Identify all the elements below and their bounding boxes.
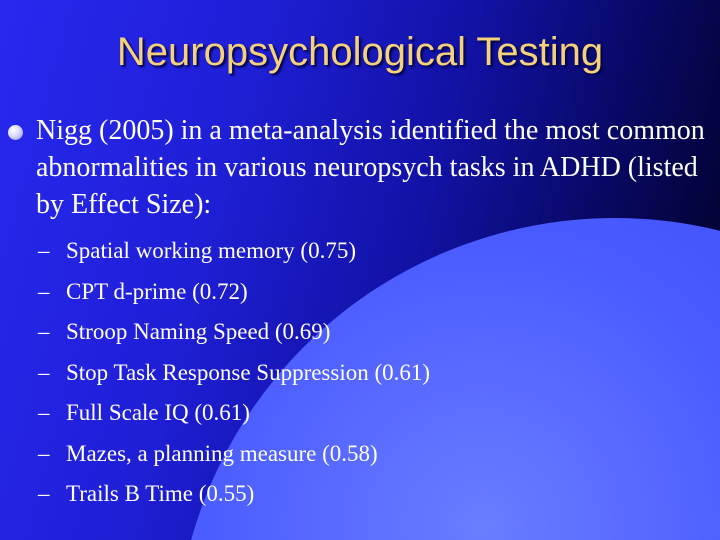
sub-bullet-item [38,434,708,475]
slide-content [8,112,708,515]
dash-marker: – [38,238,50,263]
dash-marker: – [38,400,50,425]
sub-bullet-list [8,231,708,515]
sub-bullet-text: Trails B Time (0.55) [66,481,255,506]
main-bullet [8,112,708,223]
dash-marker: – [38,319,50,344]
slide-title: Neuropsychological Testing [116,30,604,74]
dash-marker: – [38,440,50,466]
sub-bullet-item [38,393,708,434]
sub-bullet-item [38,272,708,313]
sub-bullet-text: CPT d-prime (0.72) [66,278,248,304]
sub-bullet-item [38,231,708,272]
sub-bullet-text: Full Scale IQ (0.61) [66,400,250,425]
sub-bullet-item [38,312,708,353]
sub-bullet-text: Spatial working memory (0.75) [66,238,357,263]
main-bullet-text: Nigg (2005) in a meta-analysis identified the most common abnormalities in various neuropsych tasks in ADHD (listed by Effect Size): [36,115,705,220]
sub-bullet-item [38,474,708,515]
dash-marker: – [38,359,50,385]
sub-bullet-item [38,353,708,394]
sub-bullet-text: Mazes, a planning measure (0.58) [66,440,378,466]
dash-marker: – [38,481,50,506]
sub-bullet-text: Stop Task Response Suppression (0.61) [66,359,431,385]
dash-marker: – [38,278,50,304]
sub-bullet-text: Stroop Naming Speed (0.69) [66,319,331,344]
bullet-dot-icon [8,125,23,140]
